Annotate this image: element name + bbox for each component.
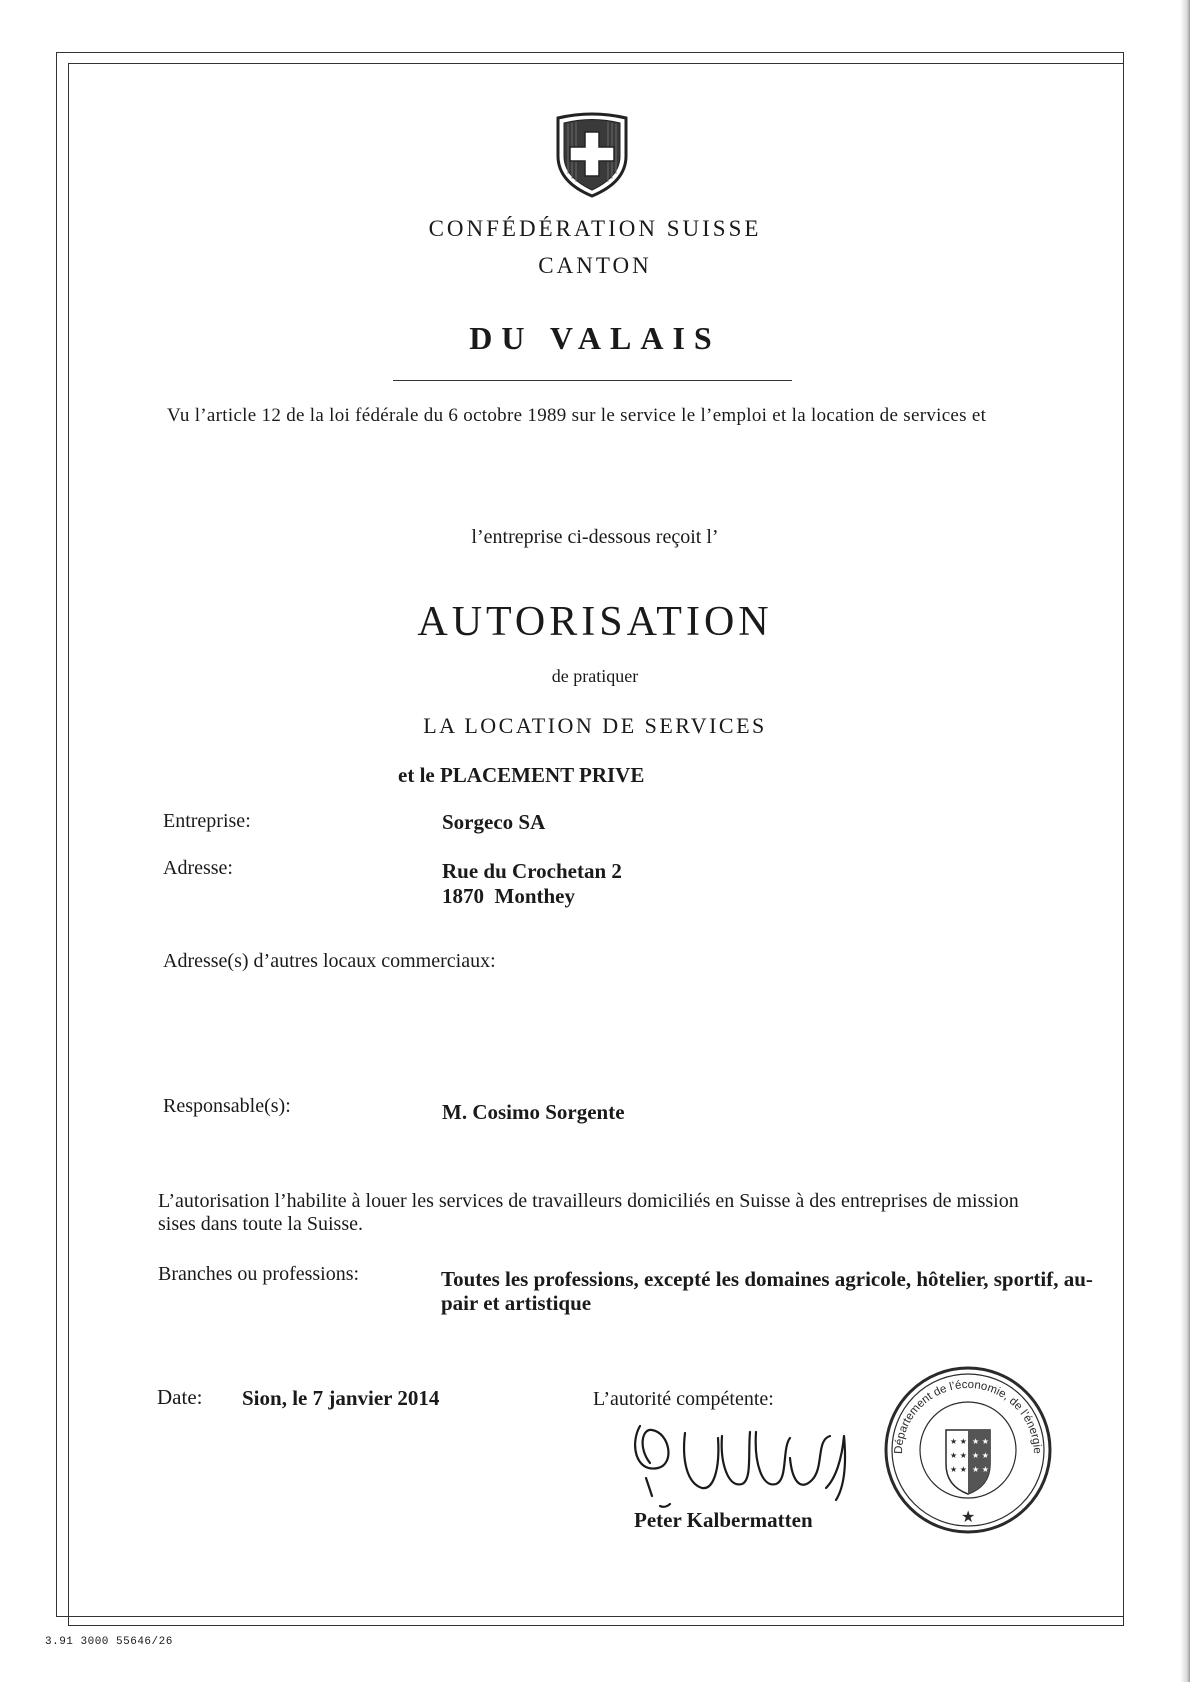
responsable-value: M. Cosimo Sorgente bbox=[442, 1100, 625, 1124]
svg-text:Département de l’économie, de: Département de l’économie, de l’énergie bbox=[892, 1378, 1044, 1455]
header-divider bbox=[393, 380, 792, 381]
svg-text:★ ★: ★ ★ bbox=[972, 1437, 989, 1446]
svg-text:★: ★ bbox=[961, 1507, 976, 1526]
footer-form-code: 3.91 3000 55646/26 bbox=[45, 1636, 173, 1648]
authority-label: L’autorité compétente: bbox=[593, 1388, 774, 1410]
header-valais: DU VALAIS bbox=[469, 320, 721, 356]
svg-text:★ ★: ★ ★ bbox=[972, 1451, 989, 1460]
branches-label: Branches ou professions: bbox=[158, 1263, 360, 1285]
de-pratiquer: de pratiquer bbox=[551, 666, 639, 686]
header-confederation: CONFÉDÉRATION SUISSE bbox=[428, 216, 762, 241]
entreprise-value: Sorgeco SA bbox=[442, 810, 546, 834]
svg-text:★ ★: ★ ★ bbox=[950, 1465, 967, 1474]
swiss-cross-shield-icon bbox=[552, 112, 632, 205]
branches-value: Toutes les professions, excepté les domaines agricole, hôtelier, sportif, au-pair et artistique bbox=[441, 1267, 1093, 1315]
autres-locaux-label: Adresse(s) d’autres locaux commerciaux: bbox=[163, 950, 496, 972]
recoit-line: l’entreprise ci-dessous reçoit l’ bbox=[471, 526, 719, 548]
intro-paragraph: Vu l’article 12 de la loi fédérale du 6 octobre 1989 sur le service le l’emploi et la location de services et bbox=[167, 405, 987, 426]
adresse-label: Adresse: bbox=[163, 857, 233, 879]
responsable-label: Responsable(s): bbox=[163, 1095, 291, 1117]
adresse-line2: 1870 Monthey bbox=[442, 884, 575, 908]
document-title: AUTORISATION bbox=[417, 599, 773, 645]
header-canton: CANTON bbox=[538, 253, 652, 278]
date-label: Date: bbox=[157, 1385, 203, 1409]
svg-text:★ ★: ★ ★ bbox=[950, 1451, 967, 1460]
placement-prive: et le PLACEMENT PRIVE bbox=[398, 763, 645, 787]
adresse-line1: Rue du Crochetan 2 bbox=[442, 859, 622, 883]
entreprise-label: Entreprise: bbox=[163, 810, 251, 832]
habilitation-paragraph: L’autorisation l’habilite à louer les services de travailleurs domiciliés en Suisse à des entreprises de mission sises dans toute la Suisse. bbox=[158, 1190, 1019, 1235]
signer-name: Peter Kalbermatten bbox=[634, 1508, 813, 1532]
svg-text:★ ★: ★ ★ bbox=[950, 1437, 967, 1446]
location-de-services: LA LOCATION DE SERVICES bbox=[423, 713, 767, 738]
valais-stamp-icon bbox=[882, 1364, 1054, 1541]
date-value: Sion, le 7 janvier 2014 bbox=[242, 1386, 440, 1410]
svg-text:★ ★: ★ ★ bbox=[972, 1465, 989, 1474]
